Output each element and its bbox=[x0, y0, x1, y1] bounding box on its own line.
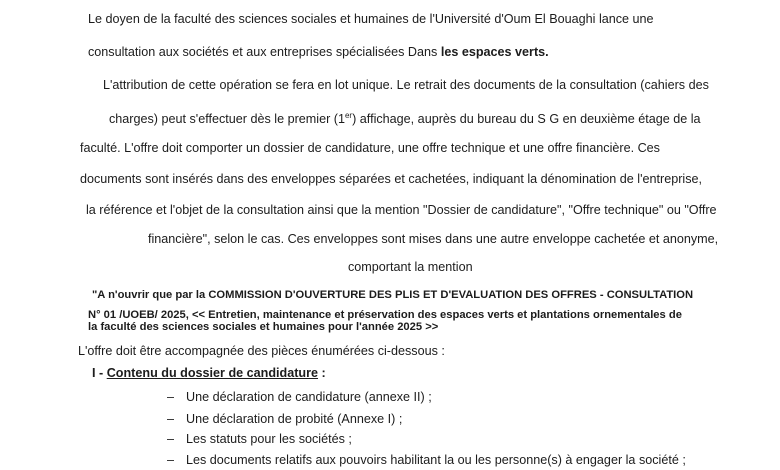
dash-bullet: – bbox=[167, 432, 175, 446]
intro-line-2-emphasis: les espaces verts. bbox=[440, 45, 549, 59]
paragraph-line-2-text: charges) peut s'effectuer dès le premier (1 bbox=[109, 112, 345, 127]
section-suffix: : bbox=[318, 366, 326, 380]
section-title: Contenu du dossier de candidature bbox=[106, 366, 319, 380]
list-item-text: Une déclaration de probité (Annexe I) ; bbox=[186, 412, 403, 426]
paragraph-line-4: documents sont insérés dans des enveloppes séparées et cachetées, indiquant la dénomination de l'entreprise, bbox=[80, 172, 702, 186]
paragraph-line-5: la référence et l'objet de la consultation ainsi que la mention "Dossier de candidature", "Offre technique" ou "Offre bbox=[86, 203, 717, 217]
list-item-text: Les statuts pour les sociétés ; bbox=[186, 432, 352, 446]
dash-bullet: – bbox=[167, 390, 175, 404]
intro-line-2-text: consultation aux sociétés et aux entreprises spécialisées Dans bbox=[88, 45, 441, 59]
section-prefix: I - bbox=[92, 366, 107, 380]
intro-line-2 bbox=[88, 44, 549, 60]
paragraph-line-7: comportant la mention bbox=[348, 260, 473, 274]
paragraph-line-2 bbox=[109, 108, 701, 127]
section-heading bbox=[92, 365, 326, 381]
paragraph-line-3: faculté. L'offre doit comporter un dossier de candidature, une offre technique et une offre financière. Ces bbox=[80, 141, 660, 155]
list-item-text: Une déclaration de candidature (annexe II) ; bbox=[186, 390, 432, 404]
list-item-text: Les documents relatifs aux pouvoirs habilitant la ou les personne(s) à engager la société ; bbox=[186, 453, 686, 467]
mention-line-1: "A n'ouvrir que par la COMMISSION D'OUVERTURE DES PLIS ET D'EVALUATION DES OFFRES - CONSULTATION bbox=[92, 289, 694, 301]
paragraph-line-1: L'attribution de cette opération se fera en lot unique. Le retrait des documents de la consultation (cahiers des bbox=[103, 78, 709, 92]
intro-line-1: Le doyen de la faculté des sciences sociales et humaines de l'Université d'Oum El Bouaghi lance une bbox=[88, 12, 654, 26]
dash-bullet: – bbox=[167, 412, 175, 426]
dash-bullet: – bbox=[167, 453, 175, 467]
pieces-intro: L'offre doit être accompagnée des pièces énumérées ci-dessous : bbox=[78, 344, 445, 358]
mention-line-3: la faculté des sciences sociales et humaines pour l'année 2025 >> bbox=[88, 321, 439, 333]
superscript: er bbox=[344, 111, 353, 120]
paragraph-line-2-tail: ) affichage, auprès du bureau du S G en deuxième étage de la bbox=[352, 112, 701, 127]
paragraph-line-6: financière", selon le cas. Ces enveloppes sont mises dans une autre enveloppe cachetée et anonyme, bbox=[148, 232, 719, 246]
mention-line-2: N° 01 /UOEB/ 2025, << Entretien, maintenance et préservation des espaces verts et plantations ornementales de bbox=[88, 309, 682, 321]
